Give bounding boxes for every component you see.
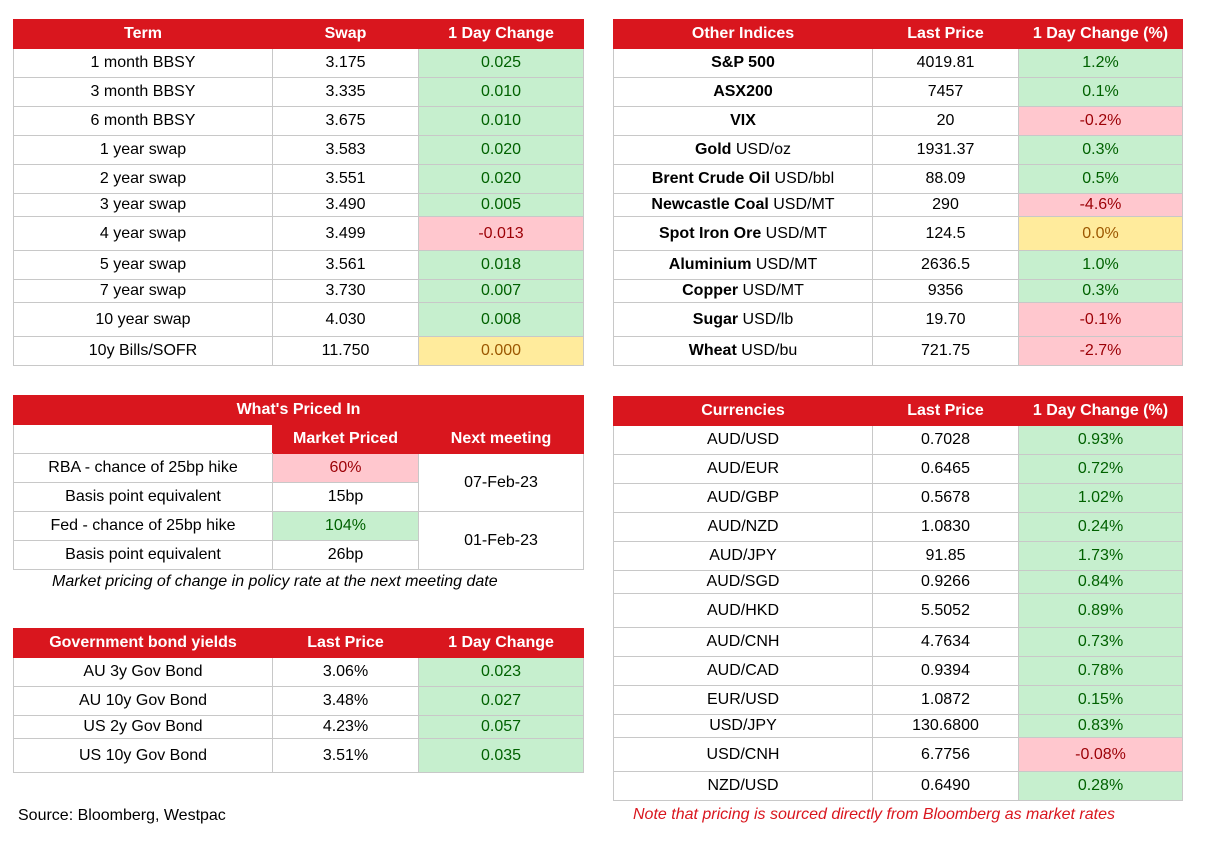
header-currency: Currencies	[614, 397, 873, 426]
index-change: 0.1%	[1019, 78, 1183, 107]
currency-change: 1.73%	[1019, 542, 1183, 571]
index-name-label: Sugar	[692, 310, 739, 328]
index-price: 290	[873, 194, 1019, 217]
rba-label: RBA - chance of 25bp hike	[14, 454, 273, 483]
priced-title: What's Priced In	[14, 396, 584, 425]
header-fx-change: 1 Day Change (%)	[1019, 397, 1183, 426]
swap-term: 4 year swap	[14, 217, 273, 251]
index-name	[614, 136, 873, 165]
swaps-row	[14, 303, 584, 337]
swaps-row	[14, 107, 584, 136]
index-price: 88.09	[873, 165, 1019, 194]
swap-term: 5 year swap	[14, 251, 273, 280]
indices-row	[614, 49, 1183, 78]
currency-change: -0.08%	[1019, 738, 1183, 772]
currency-price: 0.6465	[873, 455, 1019, 484]
index-name	[614, 217, 873, 251]
fed-date: 01-Feb-23	[419, 512, 584, 570]
currency-change: 1.02%	[1019, 484, 1183, 513]
indices-row	[614, 280, 1183, 303]
currency-change: 0.15%	[1019, 686, 1183, 715]
currency-pair: AUD/USD	[614, 426, 873, 455]
header-change: 1 Day Change	[419, 20, 584, 49]
header-change-pct: 1 Day Change (%)	[1019, 20, 1183, 49]
bond-name: AU 10y Gov Bond	[14, 687, 273, 716]
index-price: 7457	[873, 78, 1019, 107]
fed-value: 104%	[273, 512, 419, 541]
header-last-price: Last Price	[873, 20, 1019, 49]
indices-row	[614, 217, 1183, 251]
swaps-row	[14, 165, 584, 194]
swap-value: 3.675	[273, 107, 419, 136]
currencies-row	[614, 542, 1183, 571]
currencies-row	[614, 484, 1183, 513]
swaps-row	[14, 136, 584, 165]
currency-pair: AUD/GBP	[614, 484, 873, 513]
index-price: 1931.37	[873, 136, 1019, 165]
header-bond-change: 1 Day Change	[419, 629, 584, 658]
swap-change: 0.005	[419, 194, 584, 217]
header-fx-price: Last Price	[873, 397, 1019, 426]
currency-price: 6.7756	[873, 738, 1019, 772]
index-unit: USD/bu	[736, 342, 798, 359]
swap-value: 3.499	[273, 217, 419, 251]
index-name	[614, 107, 873, 136]
index-unit: USD/MT	[768, 196, 835, 213]
swap-value: 3.175	[273, 49, 419, 78]
currencies-row	[614, 455, 1183, 484]
currency-price: 0.6490	[873, 772, 1019, 801]
indices-row	[614, 107, 1183, 136]
index-price: 20	[873, 107, 1019, 136]
currency-price: 130.6800	[873, 715, 1019, 738]
indices-row	[614, 337, 1183, 366]
currency-price: 1.0830	[873, 513, 1019, 542]
bonds-row	[14, 658, 584, 687]
currency-change: 0.93%	[1019, 426, 1183, 455]
currency-pair: NZD/USD	[614, 772, 873, 801]
index-change: 0.3%	[1019, 280, 1183, 303]
bond-price: 3.48%	[273, 687, 419, 716]
swap-change: 0.025	[419, 49, 584, 78]
currency-pair: USD/JPY	[614, 715, 873, 738]
swap-value: 11.750	[273, 337, 419, 366]
swaps-row	[14, 217, 584, 251]
bond-change: 0.057	[419, 716, 584, 739]
bond-name: US 2y Gov Bond	[14, 716, 273, 739]
currency-pair: AUD/CNH	[614, 628, 873, 657]
rba-bp-label: Basis point equivalent	[14, 483, 273, 512]
swap-change: 0.010	[419, 78, 584, 107]
header-next-meeting: Next meeting	[419, 425, 584, 454]
swap-value: 3.583	[273, 136, 419, 165]
swaps-row	[14, 251, 584, 280]
currencies-row	[614, 628, 1183, 657]
index-name-label: S&P 500	[711, 54, 775, 71]
swap-change: 0.018	[419, 251, 584, 280]
swap-value: 3.561	[273, 251, 419, 280]
currency-pair: AUD/EUR	[614, 455, 873, 484]
swap-change: -0.013	[419, 217, 584, 251]
swaps-row	[14, 49, 584, 78]
currency-change: 0.28%	[1019, 772, 1183, 801]
indices-row	[614, 303, 1183, 337]
index-name-label: Gold	[694, 141, 732, 158]
index-name-label: Wheat	[688, 342, 737, 359]
bond-price: 3.51%	[273, 739, 419, 773]
whats-priced-in-table	[13, 395, 584, 570]
header-term: Term	[14, 20, 273, 49]
swap-change: 0.020	[419, 165, 584, 194]
currencies-row	[614, 772, 1183, 801]
currencies-row	[614, 571, 1183, 594]
swap-term: 7 year swap	[14, 280, 273, 303]
index-name-label: VIX	[730, 112, 756, 129]
fed-bp-label: Basis point equivalent	[14, 541, 273, 570]
index-name	[614, 78, 873, 107]
swap-term: 2 year swap	[14, 165, 273, 194]
swaps-row	[14, 280, 584, 303]
swap-value: 4.030	[273, 303, 419, 337]
index-change: 1.0%	[1019, 251, 1183, 280]
swap-value: 3.730	[273, 280, 419, 303]
indices-row	[614, 165, 1183, 194]
index-price: 721.75	[873, 337, 1019, 366]
currency-pair: AUD/HKD	[614, 594, 873, 628]
index-change: 0.5%	[1019, 165, 1183, 194]
bond-change: 0.035	[419, 739, 584, 773]
swap-term: 10 year swap	[14, 303, 273, 337]
index-change: 0.3%	[1019, 136, 1183, 165]
index-name	[614, 251, 873, 280]
index-name-label: Brent Crude Oil	[651, 170, 771, 187]
blank-cell	[14, 425, 273, 454]
header-index: Other Indices	[614, 20, 873, 49]
currency-change: 0.72%	[1019, 455, 1183, 484]
index-name	[614, 337, 873, 366]
currencies-row	[614, 657, 1183, 686]
swap-term: 10y Bills/SOFR	[14, 337, 273, 366]
index-name	[614, 280, 873, 303]
index-unit: USD/MT	[751, 256, 818, 273]
bond-change: 0.027	[419, 687, 584, 716]
swap-term: 3 month BBSY	[14, 78, 273, 107]
bonds-row	[14, 716, 584, 739]
currency-pair: USD/CNH	[614, 738, 873, 772]
other-indices-table	[613, 19, 1183, 366]
currency-price: 0.9266	[873, 571, 1019, 594]
currencies-row	[614, 715, 1183, 738]
priced-note: Market pricing of change in policy rate at the next meeting date	[52, 573, 498, 590]
header-bond: Government bond yields	[14, 629, 273, 658]
index-unit: USD/bbl	[770, 170, 835, 187]
currency-change: 0.73%	[1019, 628, 1183, 657]
swaps-row	[14, 78, 584, 107]
index-name	[614, 165, 873, 194]
index-price: 19.70	[873, 303, 1019, 337]
index-change: -4.6%	[1019, 194, 1183, 217]
source-text: Source: Bloomberg, Westpac	[18, 807, 226, 824]
fed-label: Fed - chance of 25bp hike	[14, 512, 273, 541]
index-change: 1.2%	[1019, 49, 1183, 78]
swap-value: 3.490	[273, 194, 419, 217]
swap-term: 1 month BBSY	[14, 49, 273, 78]
currencies-row	[614, 426, 1183, 455]
currency-price: 1.0872	[873, 686, 1019, 715]
currency-price: 0.9394	[873, 657, 1019, 686]
swap-value: 3.551	[273, 165, 419, 194]
index-change: -0.2%	[1019, 107, 1183, 136]
swap-value: 3.335	[273, 78, 419, 107]
bond-name: AU 3y Gov Bond	[14, 658, 273, 687]
currencies-row	[614, 686, 1183, 715]
swaps-row	[14, 337, 584, 366]
swap-term: 6 month BBSY	[14, 107, 273, 136]
rba-date: 07-Feb-23	[419, 454, 584, 512]
currency-change: 0.89%	[1019, 594, 1183, 628]
swap-change: 0.008	[419, 303, 584, 337]
swap-rates-table	[13, 19, 584, 366]
indices-row	[614, 194, 1183, 217]
currency-change: 0.83%	[1019, 715, 1183, 738]
currency-price: 0.7028	[873, 426, 1019, 455]
swap-change: 0.007	[419, 280, 584, 303]
bond-price: 3.06%	[273, 658, 419, 687]
rba-bp-value: 15bp	[273, 483, 419, 512]
index-change: -0.1%	[1019, 303, 1183, 337]
indices-row	[614, 136, 1183, 165]
bond-name: US 10y Gov Bond	[14, 739, 273, 773]
currencies-row	[614, 513, 1183, 542]
index-name-label: Spot Iron Ore	[658, 224, 762, 242]
header-market-priced: Market Priced	[273, 425, 419, 454]
bonds-row	[14, 687, 584, 716]
currencies-row	[614, 738, 1183, 772]
rba-value: 60%	[273, 454, 419, 483]
currency-change: 0.84%	[1019, 571, 1183, 594]
currency-pair: AUD/NZD	[614, 513, 873, 542]
swap-term: 3 year swap	[14, 194, 273, 217]
currency-change: 0.24%	[1019, 513, 1183, 542]
currency-price: 91.85	[873, 542, 1019, 571]
index-price: 124.5	[873, 217, 1019, 251]
currency-pair: AUD/CAD	[614, 657, 873, 686]
swap-change: 0.000	[419, 337, 584, 366]
currencies-table	[613, 396, 1183, 801]
currency-change: 0.78%	[1019, 657, 1183, 686]
index-name	[614, 194, 873, 217]
currency-price: 5.5052	[873, 594, 1019, 628]
bonds-row	[14, 739, 584, 773]
swap-change: 0.010	[419, 107, 584, 136]
index-name-label: ASX200	[713, 83, 773, 100]
header-swap: Swap	[273, 20, 419, 49]
bond-change: 0.023	[419, 658, 584, 687]
currency-pair: EUR/USD	[614, 686, 873, 715]
swaps-row	[14, 194, 584, 217]
index-price: 9356	[873, 280, 1019, 303]
index-price: 2636.5	[873, 251, 1019, 280]
index-unit: USD/MT	[738, 282, 804, 299]
currency-price: 0.5678	[873, 484, 1019, 513]
bond-price: 4.23%	[273, 716, 419, 739]
swap-change: 0.020	[419, 136, 584, 165]
currencies-row	[614, 594, 1183, 628]
index-name-label: Newcastle Coal	[651, 196, 769, 213]
fed-bp-value: 26bp	[273, 541, 419, 570]
header-bond-price: Last Price	[273, 629, 419, 658]
swap-term: 1 year swap	[14, 136, 273, 165]
index-change: -2.7%	[1019, 337, 1183, 366]
pricing-note: Note that pricing is sourced directly from Bloomberg as market rates	[633, 806, 1115, 823]
index-change: 0.0%	[1019, 217, 1183, 251]
index-name	[614, 303, 873, 337]
index-name	[614, 49, 873, 78]
index-unit: USD/lb	[738, 310, 794, 328]
index-name-label: Aluminium	[668, 256, 752, 273]
government-bond-yields-table	[13, 628, 584, 773]
index-name-label: Copper	[682, 282, 739, 299]
index-unit: USD/MT	[761, 224, 827, 242]
indices-row	[614, 251, 1183, 280]
indices-row	[614, 78, 1183, 107]
currency-pair: AUD/SGD	[614, 571, 873, 594]
currency-pair: AUD/JPY	[614, 542, 873, 571]
currency-price: 4.7634	[873, 628, 1019, 657]
index-price: 4019.81	[873, 49, 1019, 78]
index-unit: USD/oz	[731, 141, 791, 158]
